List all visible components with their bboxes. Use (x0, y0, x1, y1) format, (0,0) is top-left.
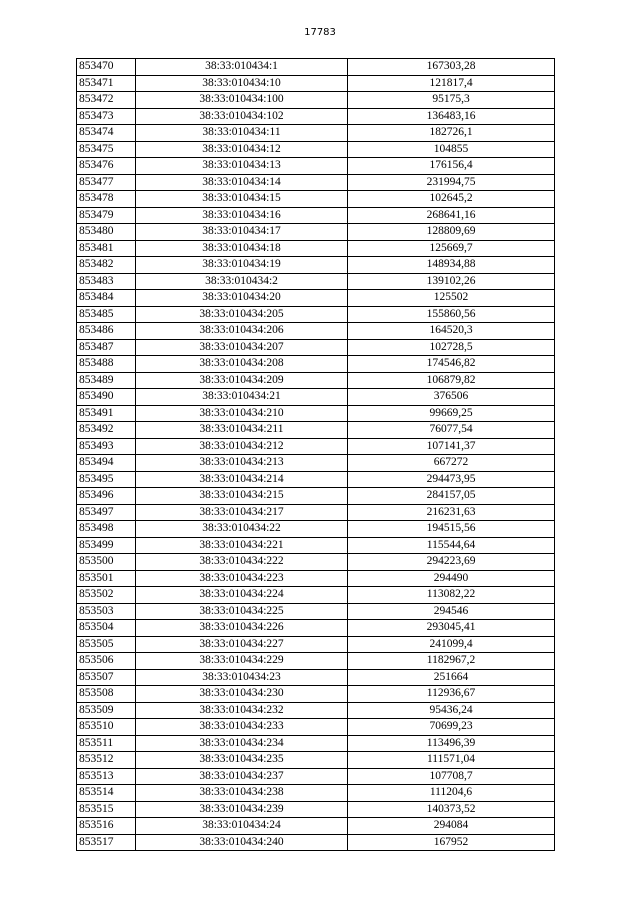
cadastral-number-cell: 38:33:010434:102 (136, 108, 348, 125)
cadastral-number-cell: 38:33:010434:207 (136, 339, 348, 356)
record-number-cell: 853471 (77, 75, 136, 92)
value-cell: 70699,23 (348, 719, 555, 736)
table-row (77, 603, 555, 620)
value-cell: 194515,56 (348, 521, 555, 538)
record-number-cell: 853478 (77, 191, 136, 208)
value-cell: 294084 (348, 818, 555, 835)
record-number-cell: 853472 (77, 92, 136, 109)
page-number: 17783 (304, 27, 336, 38)
registry-table-body (77, 59, 555, 851)
record-number-cell: 853487 (77, 339, 136, 356)
cadastral-number-cell: 38:33:010434:12 (136, 141, 348, 158)
table-row (77, 735, 555, 752)
cadastral-number-cell: 38:33:010434:24 (136, 818, 348, 835)
value-cell: 139102,26 (348, 273, 555, 290)
value-cell: 95436,24 (348, 702, 555, 719)
table-row (77, 554, 555, 571)
record-number-cell: 853503 (77, 603, 136, 620)
record-number-cell: 853475 (77, 141, 136, 158)
record-number-cell: 853512 (77, 752, 136, 769)
table-row (77, 438, 555, 455)
table-row (77, 818, 555, 835)
table-row (77, 620, 555, 637)
record-number-cell: 853474 (77, 125, 136, 142)
table-row (77, 653, 555, 670)
table-row (77, 422, 555, 439)
value-cell: 667272 (348, 455, 555, 472)
table-row (77, 75, 555, 92)
record-number-cell: 853498 (77, 521, 136, 538)
value-cell: 231994,75 (348, 174, 555, 191)
record-number-cell: 853513 (77, 768, 136, 785)
cadastral-number-cell: 38:33:010434:227 (136, 636, 348, 653)
record-number-cell: 853516 (77, 818, 136, 835)
table-row (77, 339, 555, 356)
value-cell: 1182967,2 (348, 653, 555, 670)
cadastral-number-cell: 38:33:010434:17 (136, 224, 348, 241)
cadastral-number-cell: 38:33:010434:237 (136, 768, 348, 785)
record-number-cell: 853476 (77, 158, 136, 175)
value-cell: 294473,95 (348, 471, 555, 488)
record-number-cell: 853490 (77, 389, 136, 406)
table-row (77, 719, 555, 736)
value-cell: 148934,88 (348, 257, 555, 274)
table-row (77, 471, 555, 488)
record-number-cell: 853486 (77, 323, 136, 340)
table-row (77, 92, 555, 109)
value-cell: 294490 (348, 570, 555, 587)
table-row (77, 290, 555, 307)
cadastral-number-cell: 38:33:010434:206 (136, 323, 348, 340)
record-number-cell: 853505 (77, 636, 136, 653)
value-cell: 294223,69 (348, 554, 555, 571)
cadastral-number-cell: 38:33:010434:13 (136, 158, 348, 175)
table-row (77, 488, 555, 505)
record-number-cell: 853484 (77, 290, 136, 307)
record-number-cell: 853480 (77, 224, 136, 241)
cadastral-number-cell: 38:33:010434:211 (136, 422, 348, 439)
cadastral-number-cell: 38:33:010434:233 (136, 719, 348, 736)
record-number-cell: 853509 (77, 702, 136, 719)
record-number-cell: 853470 (77, 59, 136, 76)
table-row (77, 455, 555, 472)
record-number-cell: 853507 (77, 669, 136, 686)
table-row (77, 191, 555, 208)
table-row (77, 686, 555, 703)
record-number-cell: 853500 (77, 554, 136, 571)
record-number-cell: 853508 (77, 686, 136, 703)
cadastral-number-cell: 38:33:010434:232 (136, 702, 348, 719)
table-row (77, 587, 555, 604)
record-number-cell: 853473 (77, 108, 136, 125)
cadastral-number-cell: 38:33:010434:212 (136, 438, 348, 455)
value-cell: 241099,4 (348, 636, 555, 653)
cadastral-number-cell: 38:33:010434:229 (136, 653, 348, 670)
record-number-cell: 853491 (77, 405, 136, 422)
cadastral-number-cell: 38:33:010434:205 (136, 306, 348, 323)
cadastral-number-cell: 38:33:010434:22 (136, 521, 348, 538)
table-row (77, 323, 555, 340)
value-cell: 102728,5 (348, 339, 555, 356)
value-cell: 155860,56 (348, 306, 555, 323)
cadastral-number-cell: 38:33:010434:239 (136, 801, 348, 818)
value-cell: 95175,3 (348, 92, 555, 109)
value-cell: 167952 (348, 834, 555, 851)
cadastral-number-cell: 38:33:010434:217 (136, 504, 348, 521)
registry-table (76, 58, 555, 851)
table-row (77, 752, 555, 769)
cadastral-number-cell: 38:33:010434:14 (136, 174, 348, 191)
record-number-cell: 853494 (77, 455, 136, 472)
cadastral-number-cell: 38:33:010434:208 (136, 356, 348, 373)
value-cell: 125669,7 (348, 240, 555, 257)
table-row (77, 768, 555, 785)
record-number-cell: 853497 (77, 504, 136, 521)
value-cell: 104855 (348, 141, 555, 158)
record-number-cell: 853482 (77, 257, 136, 274)
value-cell: 102645,2 (348, 191, 555, 208)
cadastral-number-cell: 38:33:010434:15 (136, 191, 348, 208)
table-row (77, 240, 555, 257)
table-row (77, 570, 555, 587)
value-cell: 106879,82 (348, 372, 555, 389)
value-cell: 268641,16 (348, 207, 555, 224)
value-cell: 167303,28 (348, 59, 555, 76)
value-cell: 251664 (348, 669, 555, 686)
table-row (77, 537, 555, 554)
table-row (77, 59, 555, 76)
record-number-cell: 853492 (77, 422, 136, 439)
table-row (77, 141, 555, 158)
value-cell: 107141,37 (348, 438, 555, 455)
cadastral-number-cell: 38:33:010434:221 (136, 537, 348, 554)
table-row (77, 125, 555, 142)
cadastral-number-cell: 38:33:010434:234 (136, 735, 348, 752)
cadastral-number-cell: 38:33:010434:214 (136, 471, 348, 488)
table-row (77, 273, 555, 290)
cadastral-number-cell: 38:33:010434:19 (136, 257, 348, 274)
cadastral-number-cell: 38:33:010434:209 (136, 372, 348, 389)
record-number-cell: 853504 (77, 620, 136, 637)
value-cell: 121817,4 (348, 75, 555, 92)
table-row (77, 207, 555, 224)
table-row (77, 801, 555, 818)
record-number-cell: 853479 (77, 207, 136, 224)
value-cell: 176156,4 (348, 158, 555, 175)
value-cell: 376506 (348, 389, 555, 406)
record-number-cell: 853488 (77, 356, 136, 373)
value-cell: 174546,82 (348, 356, 555, 373)
cadastral-number-cell: 38:33:010434:210 (136, 405, 348, 422)
value-cell: 125502 (348, 290, 555, 307)
cadastral-number-cell: 38:33:010434:213 (136, 455, 348, 472)
value-cell: 136483,16 (348, 108, 555, 125)
table-row (77, 158, 555, 175)
table-row (77, 174, 555, 191)
cadastral-number-cell: 38:33:010434:10 (136, 75, 348, 92)
record-number-cell: 853489 (77, 372, 136, 389)
table-row (77, 257, 555, 274)
record-number-cell: 853485 (77, 306, 136, 323)
table-row (77, 224, 555, 241)
table-row (77, 785, 555, 802)
value-cell: 111571,04 (348, 752, 555, 769)
value-cell: 112936,67 (348, 686, 555, 703)
cadastral-number-cell: 38:33:010434:11 (136, 125, 348, 142)
cadastral-number-cell: 38:33:010434:222 (136, 554, 348, 571)
record-number-cell: 853515 (77, 801, 136, 818)
record-number-cell: 853514 (77, 785, 136, 802)
value-cell: 111204,6 (348, 785, 555, 802)
value-cell: 284157,05 (348, 488, 555, 505)
value-cell: 140373,52 (348, 801, 555, 818)
cadastral-number-cell: 38:33:010434:223 (136, 570, 348, 587)
cadastral-number-cell: 38:33:010434:23 (136, 669, 348, 686)
record-number-cell: 853481 (77, 240, 136, 257)
record-number-cell: 853506 (77, 653, 136, 670)
cadastral-number-cell: 38:33:010434:226 (136, 620, 348, 637)
value-cell: 99669,25 (348, 405, 555, 422)
record-number-cell: 853496 (77, 488, 136, 505)
cadastral-number-cell: 38:33:010434:20 (136, 290, 348, 307)
value-cell: 182726,1 (348, 125, 555, 142)
cadastral-number-cell: 38:33:010434:21 (136, 389, 348, 406)
value-cell: 76077,54 (348, 422, 555, 439)
record-number-cell: 853511 (77, 735, 136, 752)
record-number-cell: 853517 (77, 834, 136, 851)
table-row (77, 356, 555, 373)
table-row (77, 504, 555, 521)
value-cell: 164520,3 (348, 323, 555, 340)
record-number-cell: 853483 (77, 273, 136, 290)
record-number-cell: 853493 (77, 438, 136, 455)
record-number-cell: 853495 (77, 471, 136, 488)
table-row (77, 702, 555, 719)
record-number-cell: 853477 (77, 174, 136, 191)
cadastral-number-cell: 38:33:010434:230 (136, 686, 348, 703)
value-cell: 128809,69 (348, 224, 555, 241)
value-cell: 115544,64 (348, 537, 555, 554)
value-cell: 294546 (348, 603, 555, 620)
table-row (77, 372, 555, 389)
table-row (77, 669, 555, 686)
table-row (77, 389, 555, 406)
table-row (77, 834, 555, 851)
cadastral-number-cell: 38:33:010434:238 (136, 785, 348, 802)
cadastral-number-cell: 38:33:010434:224 (136, 587, 348, 604)
record-number-cell: 853510 (77, 719, 136, 736)
record-number-cell: 853501 (77, 570, 136, 587)
value-cell: 113496,39 (348, 735, 555, 752)
cadastral-number-cell: 38:33:010434:16 (136, 207, 348, 224)
cadastral-number-cell: 38:33:010434:235 (136, 752, 348, 769)
record-number-cell: 853499 (77, 537, 136, 554)
value-cell: 293045,41 (348, 620, 555, 637)
value-cell: 216231,63 (348, 504, 555, 521)
cadastral-number-cell: 38:33:010434:215 (136, 488, 348, 505)
cadastral-number-cell: 38:33:010434:18 (136, 240, 348, 257)
table-row (77, 636, 555, 653)
table-row (77, 521, 555, 538)
record-number-cell: 853502 (77, 587, 136, 604)
cadastral-number-cell: 38:33:010434:225 (136, 603, 348, 620)
value-cell: 113082,22 (348, 587, 555, 604)
value-cell: 107708,7 (348, 768, 555, 785)
cadastral-number-cell: 38:33:010434:2 (136, 273, 348, 290)
table-row (77, 405, 555, 422)
cadastral-number-cell: 38:33:010434:1 (136, 59, 348, 76)
table-row (77, 108, 555, 125)
cadastral-number-cell: 38:33:010434:100 (136, 92, 348, 109)
table-row (77, 306, 555, 323)
cadastral-number-cell: 38:33:010434:240 (136, 834, 348, 851)
